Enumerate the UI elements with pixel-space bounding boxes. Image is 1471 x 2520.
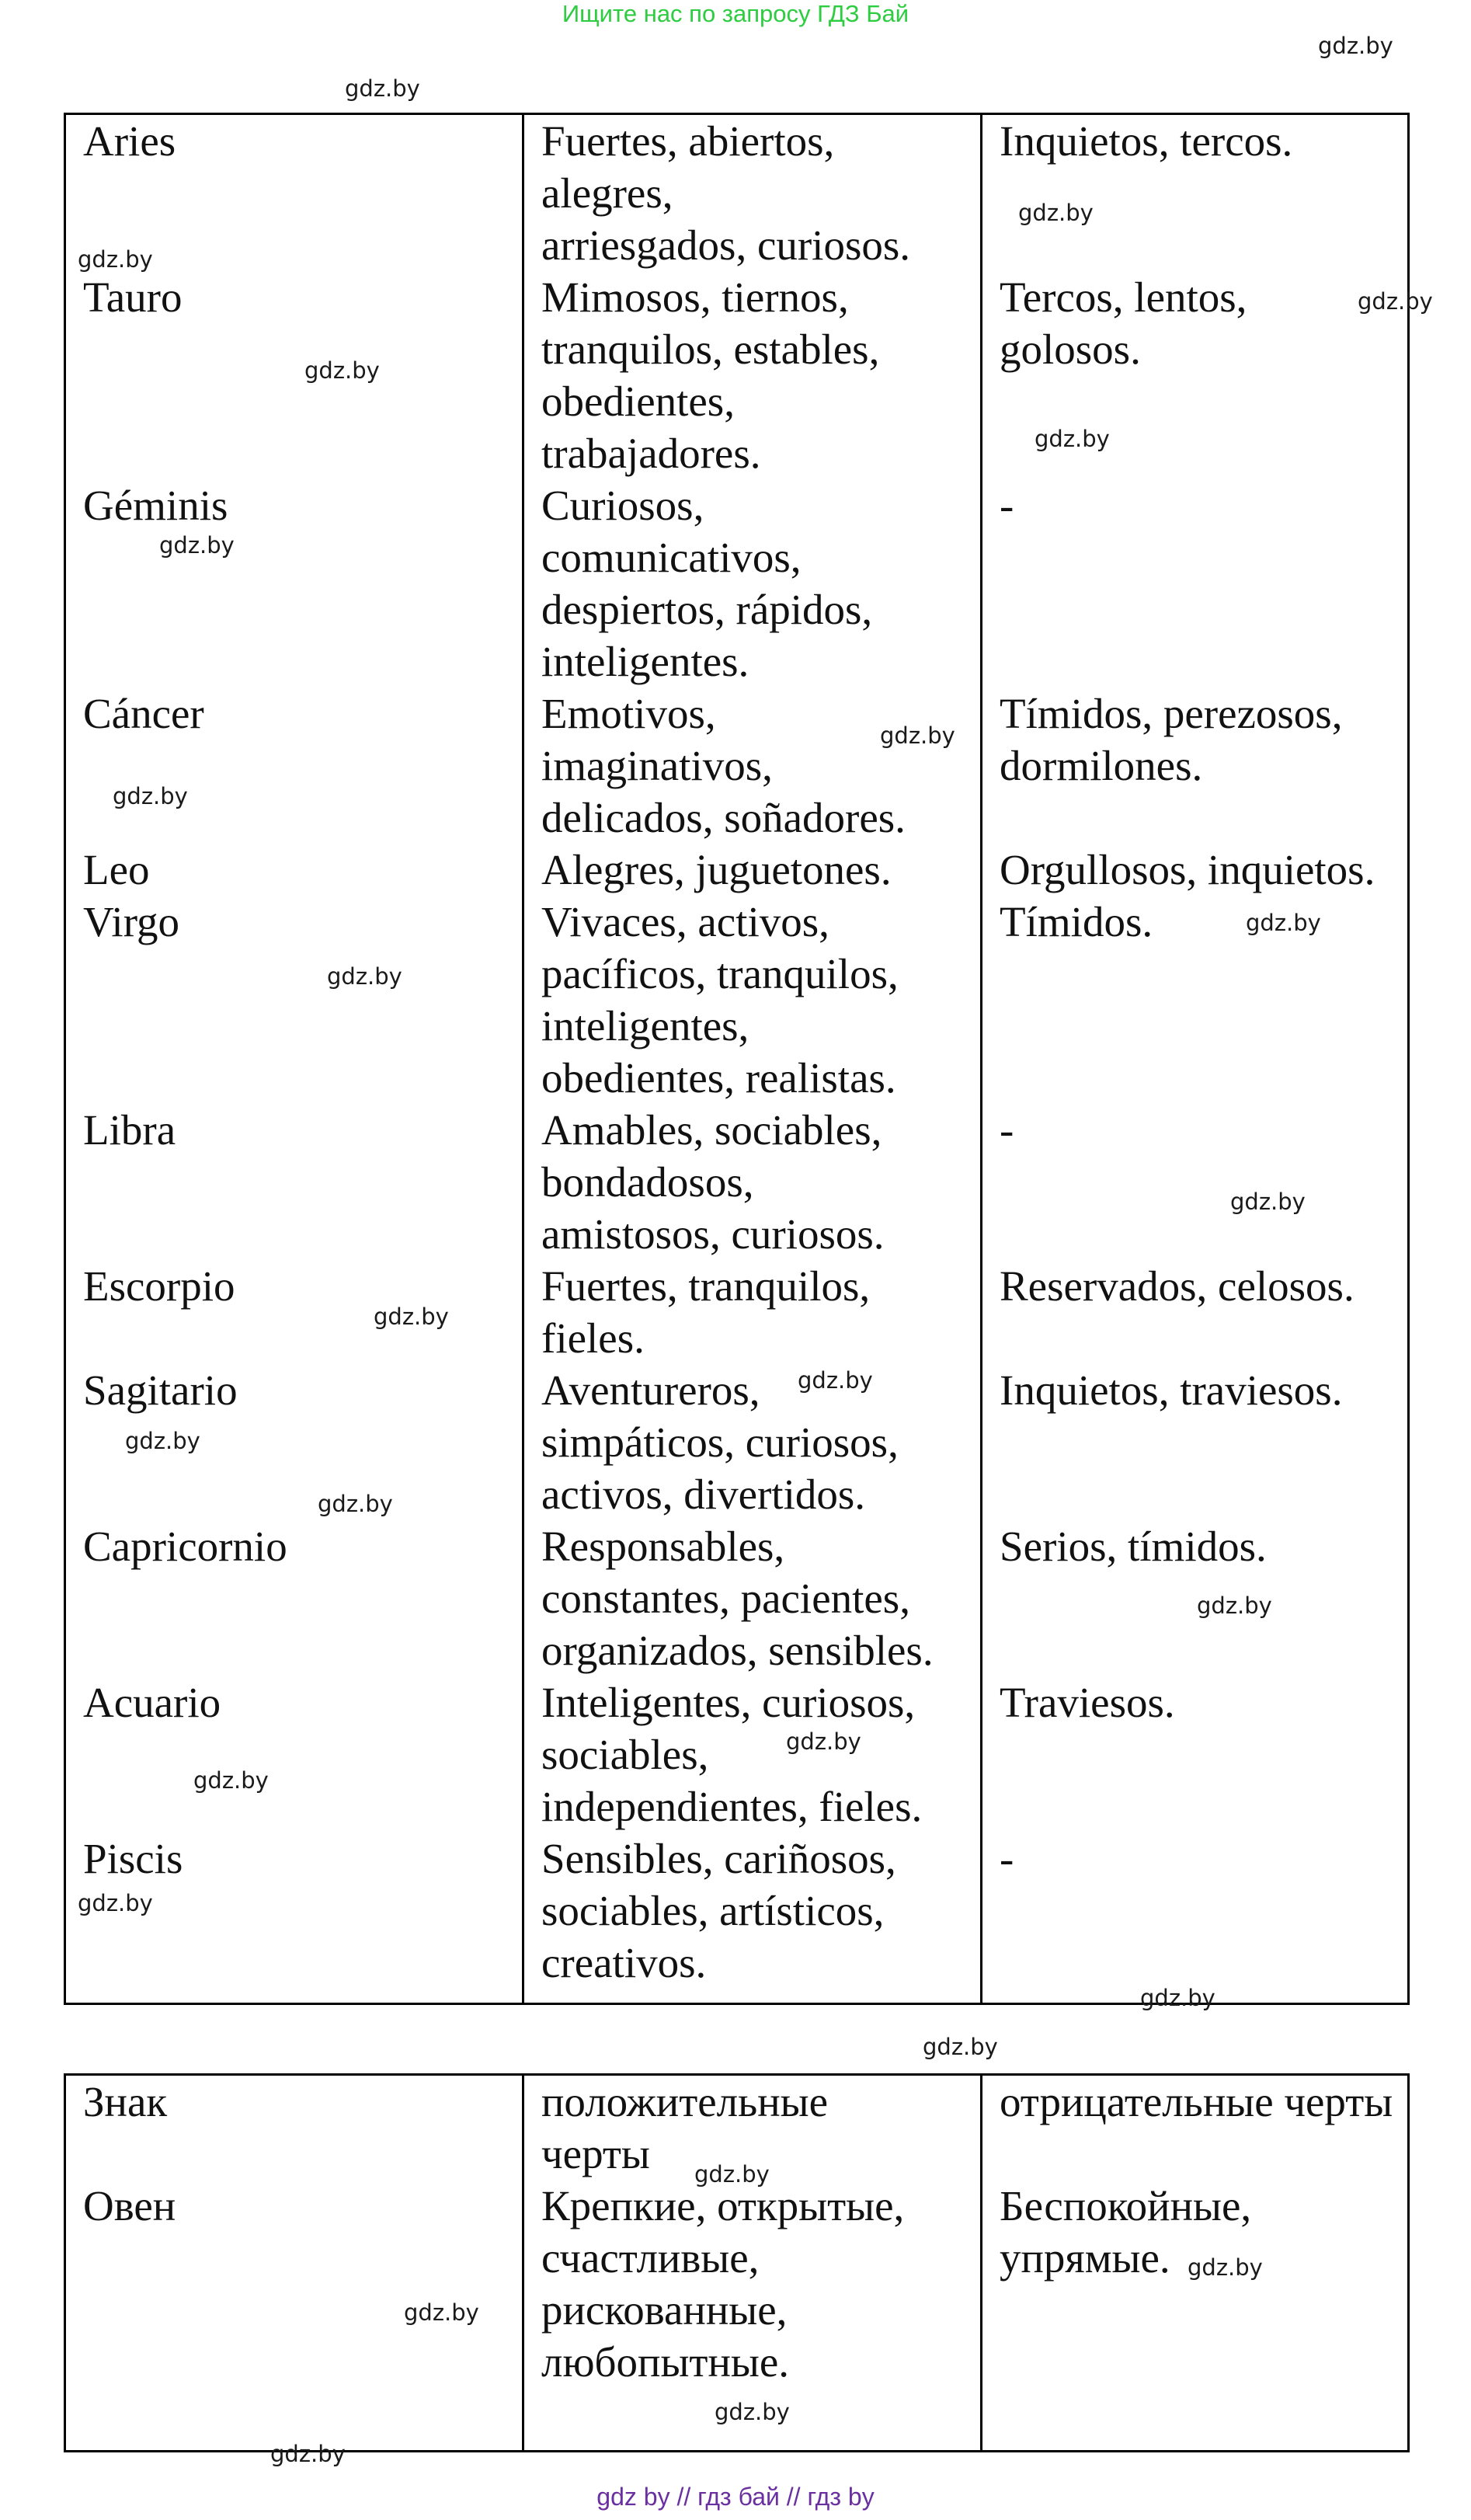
watermark-text: gdz.by	[1318, 33, 1393, 59]
watermark-text: gdz.by	[125, 1428, 200, 1454]
table-row	[65, 1364, 1409, 1520]
positive-traits-cell: Vivaces, activos, pacíficos, tranquilos, inteligentes, obedientes, realistas.	[523, 896, 982, 1104]
watermark-text: gdz.by	[374, 1304, 449, 1330]
negative-traits-cell: Беспокойные, упрямые.	[982, 2180, 1409, 2452]
sign-cell: Acuario	[65, 1676, 523, 1833]
table-row	[65, 271, 1409, 479]
sign-cell: Leo	[65, 844, 523, 896]
table-row	[65, 1833, 1409, 2004]
watermark-text: gdz.by	[715, 2399, 790, 2425]
watermark-text: gdz.by	[1246, 910, 1321, 936]
positive-traits-cell: Mimosos, tiernos, tranquilos, estables, obedientes, trabajadores.	[523, 271, 982, 479]
watermark-text: gdz.by	[318, 1491, 393, 1517]
negative-traits-cell: -	[982, 1833, 1409, 2004]
positive-traits-cell: Fuertes, abiertos, alegres, arriesgados, curiosos.	[523, 114, 982, 272]
positive-traits-cell: Aventureros, simpáticos, curiosos, activos, divertidos.	[523, 1364, 982, 1520]
negative-traits-cell: -	[982, 479, 1409, 687]
positive-traits-cell: Responsables, constantes, pacientes, organizados, sensibles.	[523, 1520, 982, 1676]
positive-traits-cell: Amables, sociables, bondadosos, amistosos, curiosos.	[523, 1104, 982, 1260]
negative-traits-cell: -	[982, 1104, 1409, 1260]
sign-cell: Tauro	[65, 271, 523, 479]
positive-traits-cell: положительные черты	[523, 2075, 982, 2181]
watermark-text: gdz.by	[159, 532, 235, 559]
positive-traits-cell: Sensibles, cariñosos, sociables, artísticos, creativos.	[523, 1833, 982, 2004]
table-row	[65, 844, 1409, 896]
positive-traits-cell: Emotivos, imaginativos, delicados, soñadores.	[523, 687, 982, 844]
negative-traits-cell: отрицательные черты	[982, 2075, 1409, 2181]
zodiac-table-spanish	[64, 113, 1410, 2005]
watermark-text: gdz.by	[1018, 200, 1094, 226]
watermark-text: gdz.by	[1188, 2254, 1263, 2281]
sign-cell: Овен	[65, 2180, 523, 2452]
watermark-text: gdz.by	[1140, 1985, 1215, 2011]
negative-traits-cell: Tímidos.	[982, 896, 1409, 1104]
sign-cell: Piscis	[65, 1833, 523, 2004]
sign-cell: Cáncer	[65, 687, 523, 844]
positive-traits-cell: Inteligentes, curiosos, sociables, independientes, fieles.	[523, 1676, 982, 1833]
sign-cell: Sagitario	[65, 1364, 523, 1520]
watermark-text: gdz.by	[1197, 1592, 1272, 1619]
watermark-text: gdz.by	[1358, 288, 1433, 315]
positive-traits-cell: Крепкие, открытые, счастливые, рискованные, любопытные.	[523, 2180, 982, 2452]
watermark-text: gdz.by	[270, 2441, 346, 2467]
negative-traits-cell: Traviesos.	[982, 1676, 1409, 1833]
watermark-text: gdz.by	[694, 2161, 770, 2188]
positive-traits-cell: Curiosos, comunicativos, despiertos, rápidos, inteligentes.	[523, 479, 982, 687]
sign-cell: Géminis	[65, 479, 523, 687]
negative-traits-cell: Inquietos, tercos.	[982, 114, 1409, 272]
top-banner[interactable]: Ищите нас по запросу ГДЗ Бай	[562, 0, 909, 27]
table-row	[65, 114, 1409, 272]
watermark-text: gdz.by	[78, 1890, 153, 1916]
negative-traits-cell: Reservados, celosos.	[982, 1260, 1409, 1364]
watermark-text: gdz.by	[304, 357, 380, 384]
negative-traits-cell: Orgullosos, inquietos.	[982, 844, 1409, 896]
table-row	[65, 896, 1409, 1104]
sign-cell: Aries	[65, 114, 523, 272]
negative-traits-cell: Tercos, lentos, golosos.	[982, 271, 1409, 479]
watermark-text: gdz.by	[923, 2034, 998, 2060]
watermark-text: gdz.by	[786, 1728, 861, 1755]
negative-traits-cell: Inquietos, traviesos.	[982, 1364, 1409, 1520]
sign-cell: Capricornio	[65, 1520, 523, 1676]
table-row	[65, 1260, 1409, 1364]
sign-cell: Знак	[65, 2075, 523, 2181]
negative-traits-cell: Serios, tímidos.	[982, 1520, 1409, 1676]
watermark-text: gdz.by	[327, 963, 402, 990]
table-row	[65, 1104, 1409, 1260]
table-row	[65, 479, 1409, 687]
footer-links[interactable]: gdz by // гдз бай // гдз by	[596, 2483, 875, 2511]
table-row	[65, 1676, 1409, 1833]
sign-cell: Virgo	[65, 896, 523, 1104]
negative-traits-cell: Tímidos, perezosos, dormilones.	[982, 687, 1409, 844]
positive-traits-cell: Fuertes, tranquilos, fieles.	[523, 1260, 982, 1364]
positive-traits-cell: Alegres, juguetones.	[523, 844, 982, 896]
watermark-text: gdz.by	[193, 1767, 269, 1794]
watermark-text: gdz.by	[1230, 1189, 1306, 1215]
watermark-text: gdz.by	[345, 75, 420, 102]
watermark-text: gdz.by	[798, 1367, 873, 1394]
sign-cell: Libra	[65, 1104, 523, 1260]
watermark-text: gdz.by	[1035, 426, 1110, 452]
watermark-text: gdz.by	[113, 783, 188, 809]
watermark-text: gdz.by	[78, 246, 153, 273]
watermark-text: gdz.by	[880, 722, 955, 749]
watermark-text: gdz.by	[404, 2299, 479, 2326]
sign-cell: Escorpio	[65, 1260, 523, 1364]
table-row	[65, 687, 1409, 844]
